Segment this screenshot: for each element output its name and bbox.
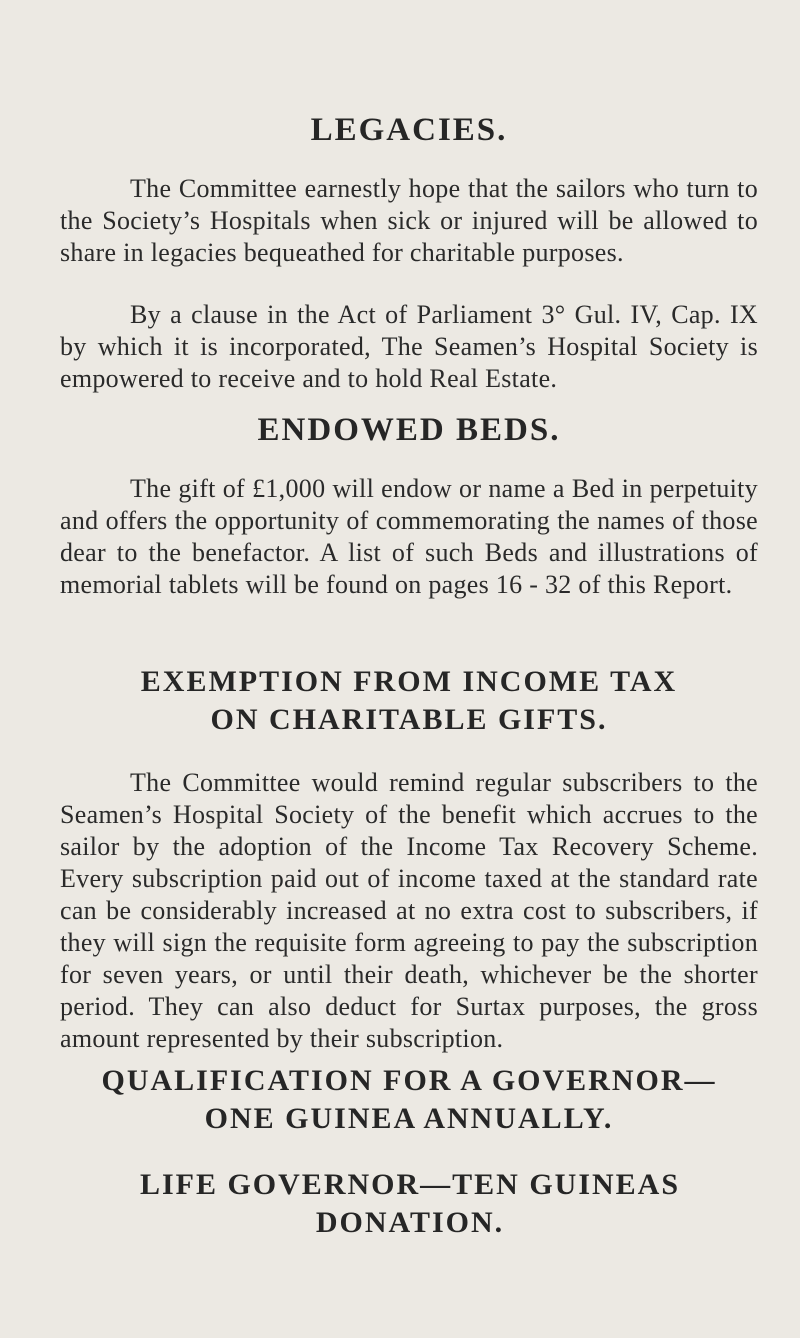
life-governor-heading: LIFE GOVERNOR—TEN GUINEAS DONATION. <box>139 1168 681 1239</box>
governor-heading-line-1: QUALIFICATION FOR A GOVERNOR— <box>101 1064 717 1097</box>
legacies-heading: LEGACIES. <box>310 112 508 148</box>
endowed-beds-section <box>60 412 758 601</box>
tax-exemption-paragraph: The Committee would remind regular subscribers to the Seamen’s Hospital Society of the benefit which accrues to the sailor by the adoption of the Income Tax Recovery Scheme. Every subscription paid out of income taxed at the standard rate can be considerably increased at no extra cost to subscribers, if they will sign the requisite form agreeing to pay the subscription for seven years, or until their death, whichever be the shorter period. They can also deduct for Surtax purposes, the gross amount represented by their subscription. <box>60 768 758 1053</box>
tax-exemption-heading-line-1: EXEMPTION FROM INCOME TAX <box>140 665 678 698</box>
legacies-section <box>60 112 758 395</box>
legacies-paragraph-2: By a clause in the Act of Parliament 3° Gul. IV, Cap. IX by which it is incorporated, The Seamen’s Hospital Society is empowered to receive and to hold Real Estate. <box>60 300 758 393</box>
governor-heading-line-2: ONE GUINEA ANNUALLY. <box>204 1102 614 1135</box>
tax-exemption-heading-line-2: ON CHARITABLE GIFTS. <box>210 703 608 736</box>
tax-exemption-section <box>60 663 758 1055</box>
endowed-beds-heading: ENDOWED BEDS. <box>257 412 561 448</box>
governor-section <box>60 1062 758 1138</box>
legacies-paragraph-1: The Committee earnestly hope that the sailors who turn to the Society’s Hospitals when sick or injured will be allowed to share in legacies bequeathed for charitable purposes. <box>60 174 758 267</box>
life-governor-section <box>50 1166 770 1242</box>
endowed-beds-paragraph: The gift of £1,000 will endow or name a Bed in perpetuity and offers the opportunity of commemorating the names of those dear to the benefactor. A list of such Beds and illustrations of memorial tablets will be found on pages 16 - 32 of this Report. <box>60 474 758 599</box>
